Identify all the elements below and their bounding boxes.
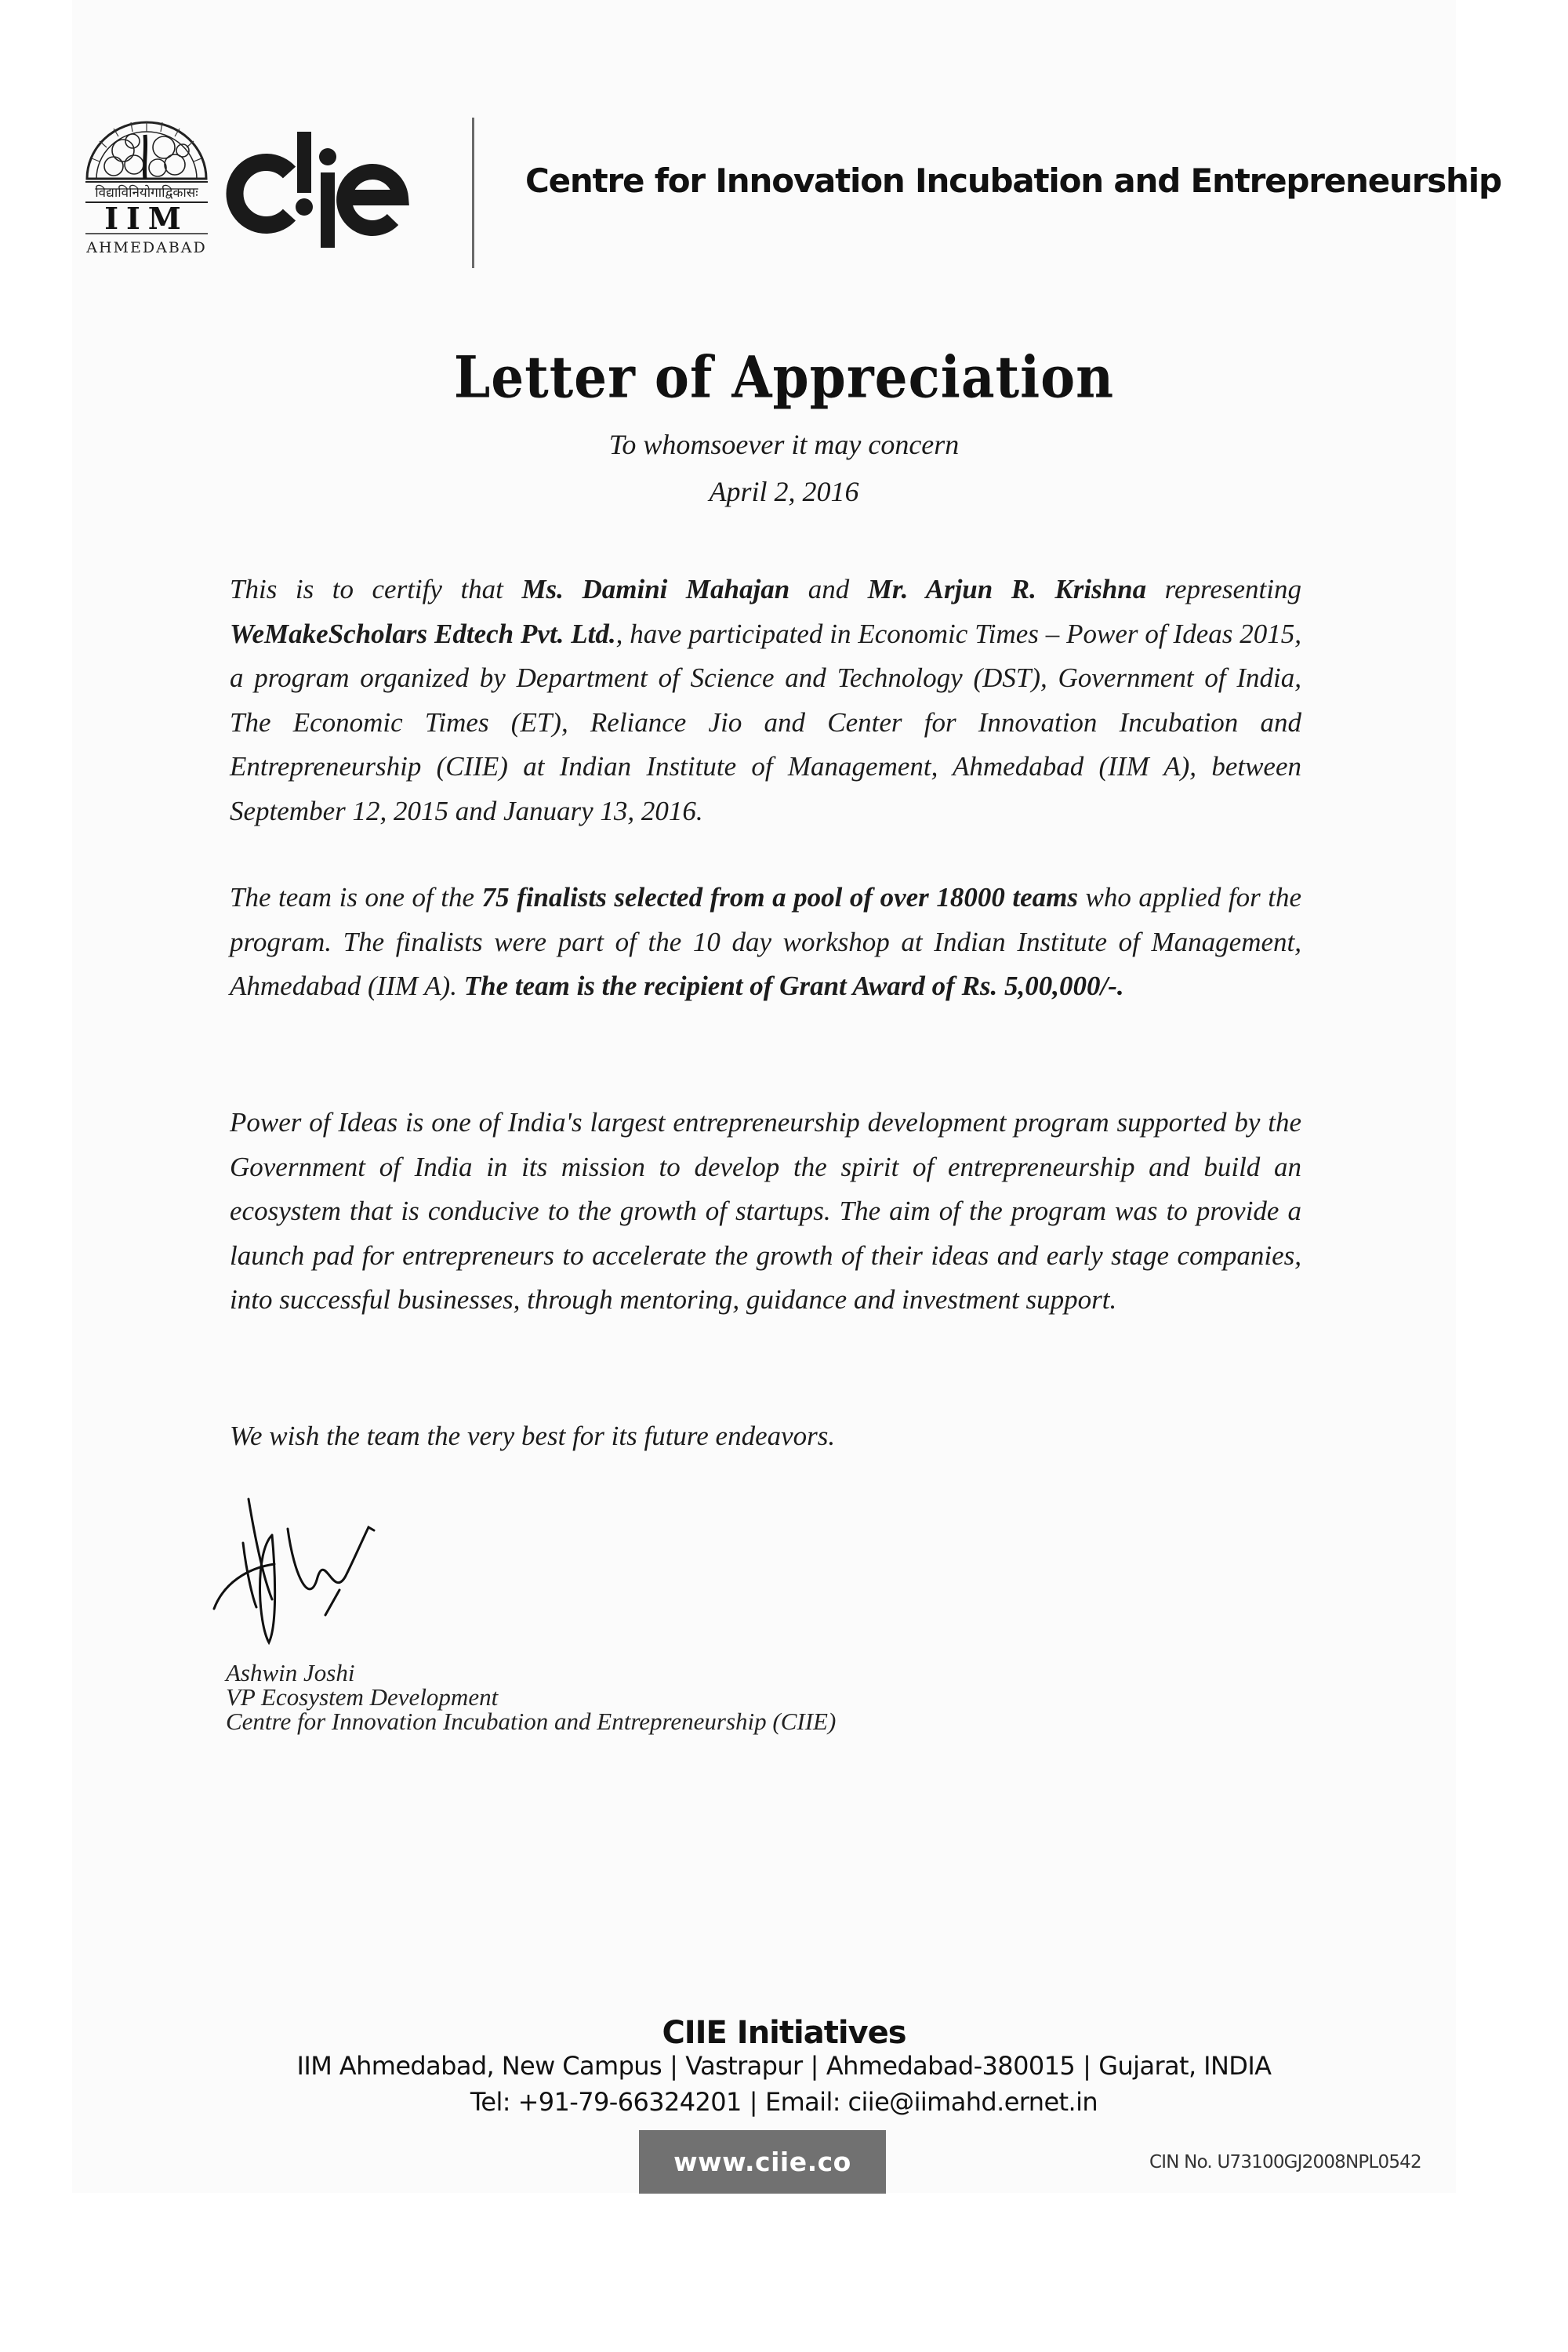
paragraph-certification: This is to certify that Ms. Damini Mahajan and Mr. Arjun R. Krishna representing WeMakeScholars Edtech Pvt. Ltd., have participated in Economic Times – Power of Ideas 2015, a program organized by Department of Science and Technology (DST), Government of India, The Economic Times (ET), Reliance Jio and Center for Innovation Incubation and Entrepreneurship (CIIE) at Indian Institute of Management, Ahmedabad (IIM A), between September 12, 2015 and January 13, 2016. <box>230 574 1301 826</box>
finalist-highlight: 75 finalists selected from a pool of over 18000 teams <box>481 882 1078 913</box>
participant-name: Mr. Arjun R. Krishna <box>867 574 1147 604</box>
footer-title: CIIE Initiatives <box>662 2015 906 2051</box>
grant-award-highlight: The team is the recipient of Grant Award of Rs. 5,00,000/-. <box>463 971 1124 1001</box>
participant-name: Ms. Damini Mahajan <box>521 574 790 604</box>
paragraph-closing: We wish the team the very best for its future endeavors. <box>230 1421 836 1451</box>
signatory-organization: Centre for Innovation Incubation and Entrepreneurship (CIIE) <box>226 1708 837 1735</box>
paragraph-program-description: Power of Ideas is one of India's largest entrepreneurship development program supported by the Government of India in its mission to develop the spirit of entrepreneurship and build an ecosystem that is conducive to the growth of startups. The aim of the program was to provide a launch pad for entrepreneurs to accelerate the growth of their ideas and early stage companies, into successful businesses, through mentoring, guidance and investment support. <box>230 1107 1301 1315</box>
header-title: Centre for Innovation Incubation and Entrepreneurship <box>525 162 1501 200</box>
ciie-logo <box>225 125 409 251</box>
scanned-page <box>72 0 1456 2193</box>
company-name: WeMakeScholars Edtech Pvt. Ltd. <box>230 618 616 649</box>
header-divider <box>472 118 474 268</box>
salutation: To whomsoever it may concern <box>608 429 960 460</box>
letter-date: April 2, 2016 <box>709 476 859 507</box>
svg-text:IIM: IIM <box>104 201 189 236</box>
ciie-wordmark-icon <box>225 125 409 251</box>
iim-tree-emblem-icon <box>82 118 211 259</box>
iim-ahmedabad-logo <box>82 118 211 259</box>
cin-number: CIN No. U73100GJ2008NPL0542 <box>1149 2152 1421 2172</box>
signature <box>200 1490 537 1646</box>
signatory-block <box>226 1661 836 1733</box>
paragraph-finalist: The team is one of the 75 finalists selected from a pool of over 18000 teams who applied for the program. The finalists were part of the 10 day workshop at Indian Institute of Management, Ahmedabad (IIM A). The team is the recipient of Grant Award of Rs. 5,00,000/-. <box>230 882 1301 1001</box>
footer-email[interactable]: Email: ciie@iimahd.ernet.in <box>764 2087 1098 2117</box>
footer-phone: Tel: +91-79-66324201 <box>470 2087 742 2117</box>
website-link[interactable]: www.ciie.co <box>639 2130 886 2194</box>
svg-text:AHMEDABAD: AHMEDABAD <box>86 239 207 256</box>
signatory-name: Ashwin Joshi <box>226 1659 355 1686</box>
signatory-designation: VP Ecosystem Development <box>226 1683 499 1711</box>
letter-title: Letter of Appreciation <box>453 343 1115 411</box>
footer-address: IIM Ahmedabad, New Campus | Vastrapur | Ahmedabad-380015 | Gujarat, INDIA <box>296 2051 1272 2081</box>
handwritten-signature-icon <box>200 1490 537 1646</box>
footer-contact: Tel: +91-79-66324201 | Email: ciie@iimahd.ernet.in <box>470 2087 1098 2117</box>
svg-text:विद्याविनियोगाद्विकासः: विद्याविनियोगाद्विकासः <box>95 185 198 201</box>
